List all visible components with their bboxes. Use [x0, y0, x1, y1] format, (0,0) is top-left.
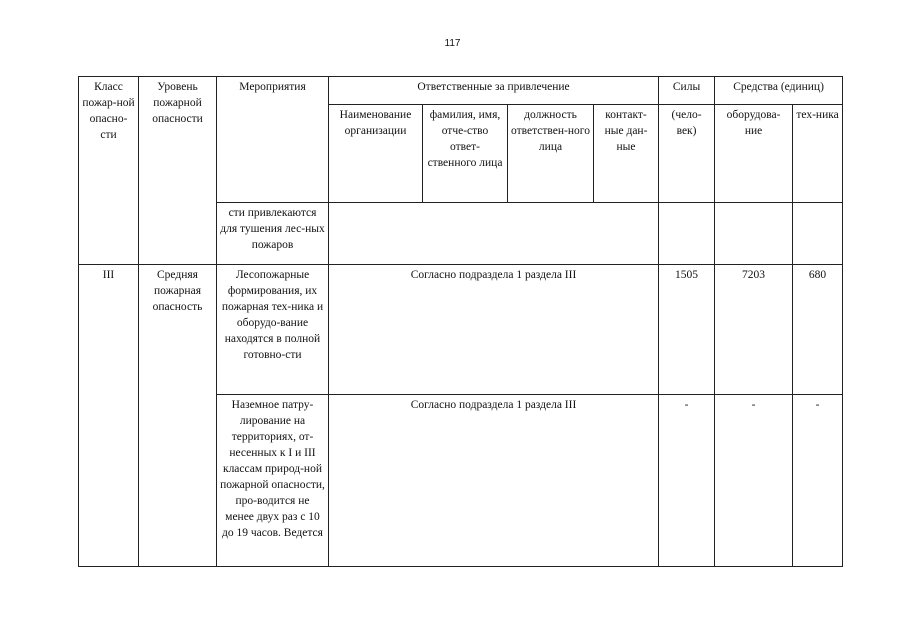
row-measure: Лесопожарные формирования, их пожарная тех-ника и оборудо-вание находятся в полной готовно-сти — [217, 265, 329, 395]
header-org-name: Наименование организации — [329, 105, 423, 203]
row-responsible: Согласно подраздела 1 раздела III — [329, 395, 659, 567]
row-equipment: 7203 — [715, 265, 793, 395]
cont-equipment-cell — [715, 203, 793, 265]
row-equipment: - — [715, 395, 793, 567]
header-equipment: оборудова-ние — [715, 105, 793, 203]
row-measure: Наземное патру-лирование на территориях, от-несенных к I и III классам природ-ной пожарной опасности, про-водится не менее двух раз с 10 до 19 часов. Ведется — [217, 395, 329, 567]
cont-level-cell — [139, 203, 217, 265]
header-contacts: контакт-ные дан-ные — [594, 105, 659, 203]
row-responsible: Согласно подраздела 1 раздела III — [329, 265, 659, 395]
header-row-1 — [79, 77, 843, 105]
header-position: должность ответствен-ного лица — [508, 105, 594, 203]
header-vehicles: тех-ника — [793, 105, 843, 203]
header-responsible: Ответственные за привлечение — [329, 77, 659, 105]
table-row — [79, 265, 843, 395]
header-level: Уровень пожарной опасности — [139, 77, 217, 203]
header-measures: Мероприятия — [217, 77, 329, 203]
header-forces: Силы — [659, 77, 715, 105]
row-vehicles: - — [793, 395, 843, 567]
row-people: - — [659, 395, 715, 567]
row-vehicles: 680 — [793, 265, 843, 395]
cont-vehicles-cell — [793, 203, 843, 265]
cont-measure: сти привлекаются для тушения лес-ных пожаров — [217, 203, 329, 265]
header-full-name: фамилия, имя, отче-ство ответ-ственного лица — [423, 105, 508, 203]
row-class: III — [79, 265, 139, 567]
cont-class-cell — [79, 203, 139, 265]
page-number: 117 — [444, 38, 461, 49]
fire-measures-table — [78, 76, 843, 567]
row-people: 1505 — [659, 265, 715, 395]
header-means: Средства (единиц) — [715, 77, 843, 105]
cont-people-cell — [659, 203, 715, 265]
header-people: (чело-век) — [659, 105, 715, 203]
cont-responsible-cell — [329, 203, 659, 265]
continuation-row — [79, 203, 843, 265]
row-level: Средняя пожарная опасность — [139, 265, 217, 567]
header-class: Класс пожар-ной опасно-сти — [79, 77, 139, 203]
